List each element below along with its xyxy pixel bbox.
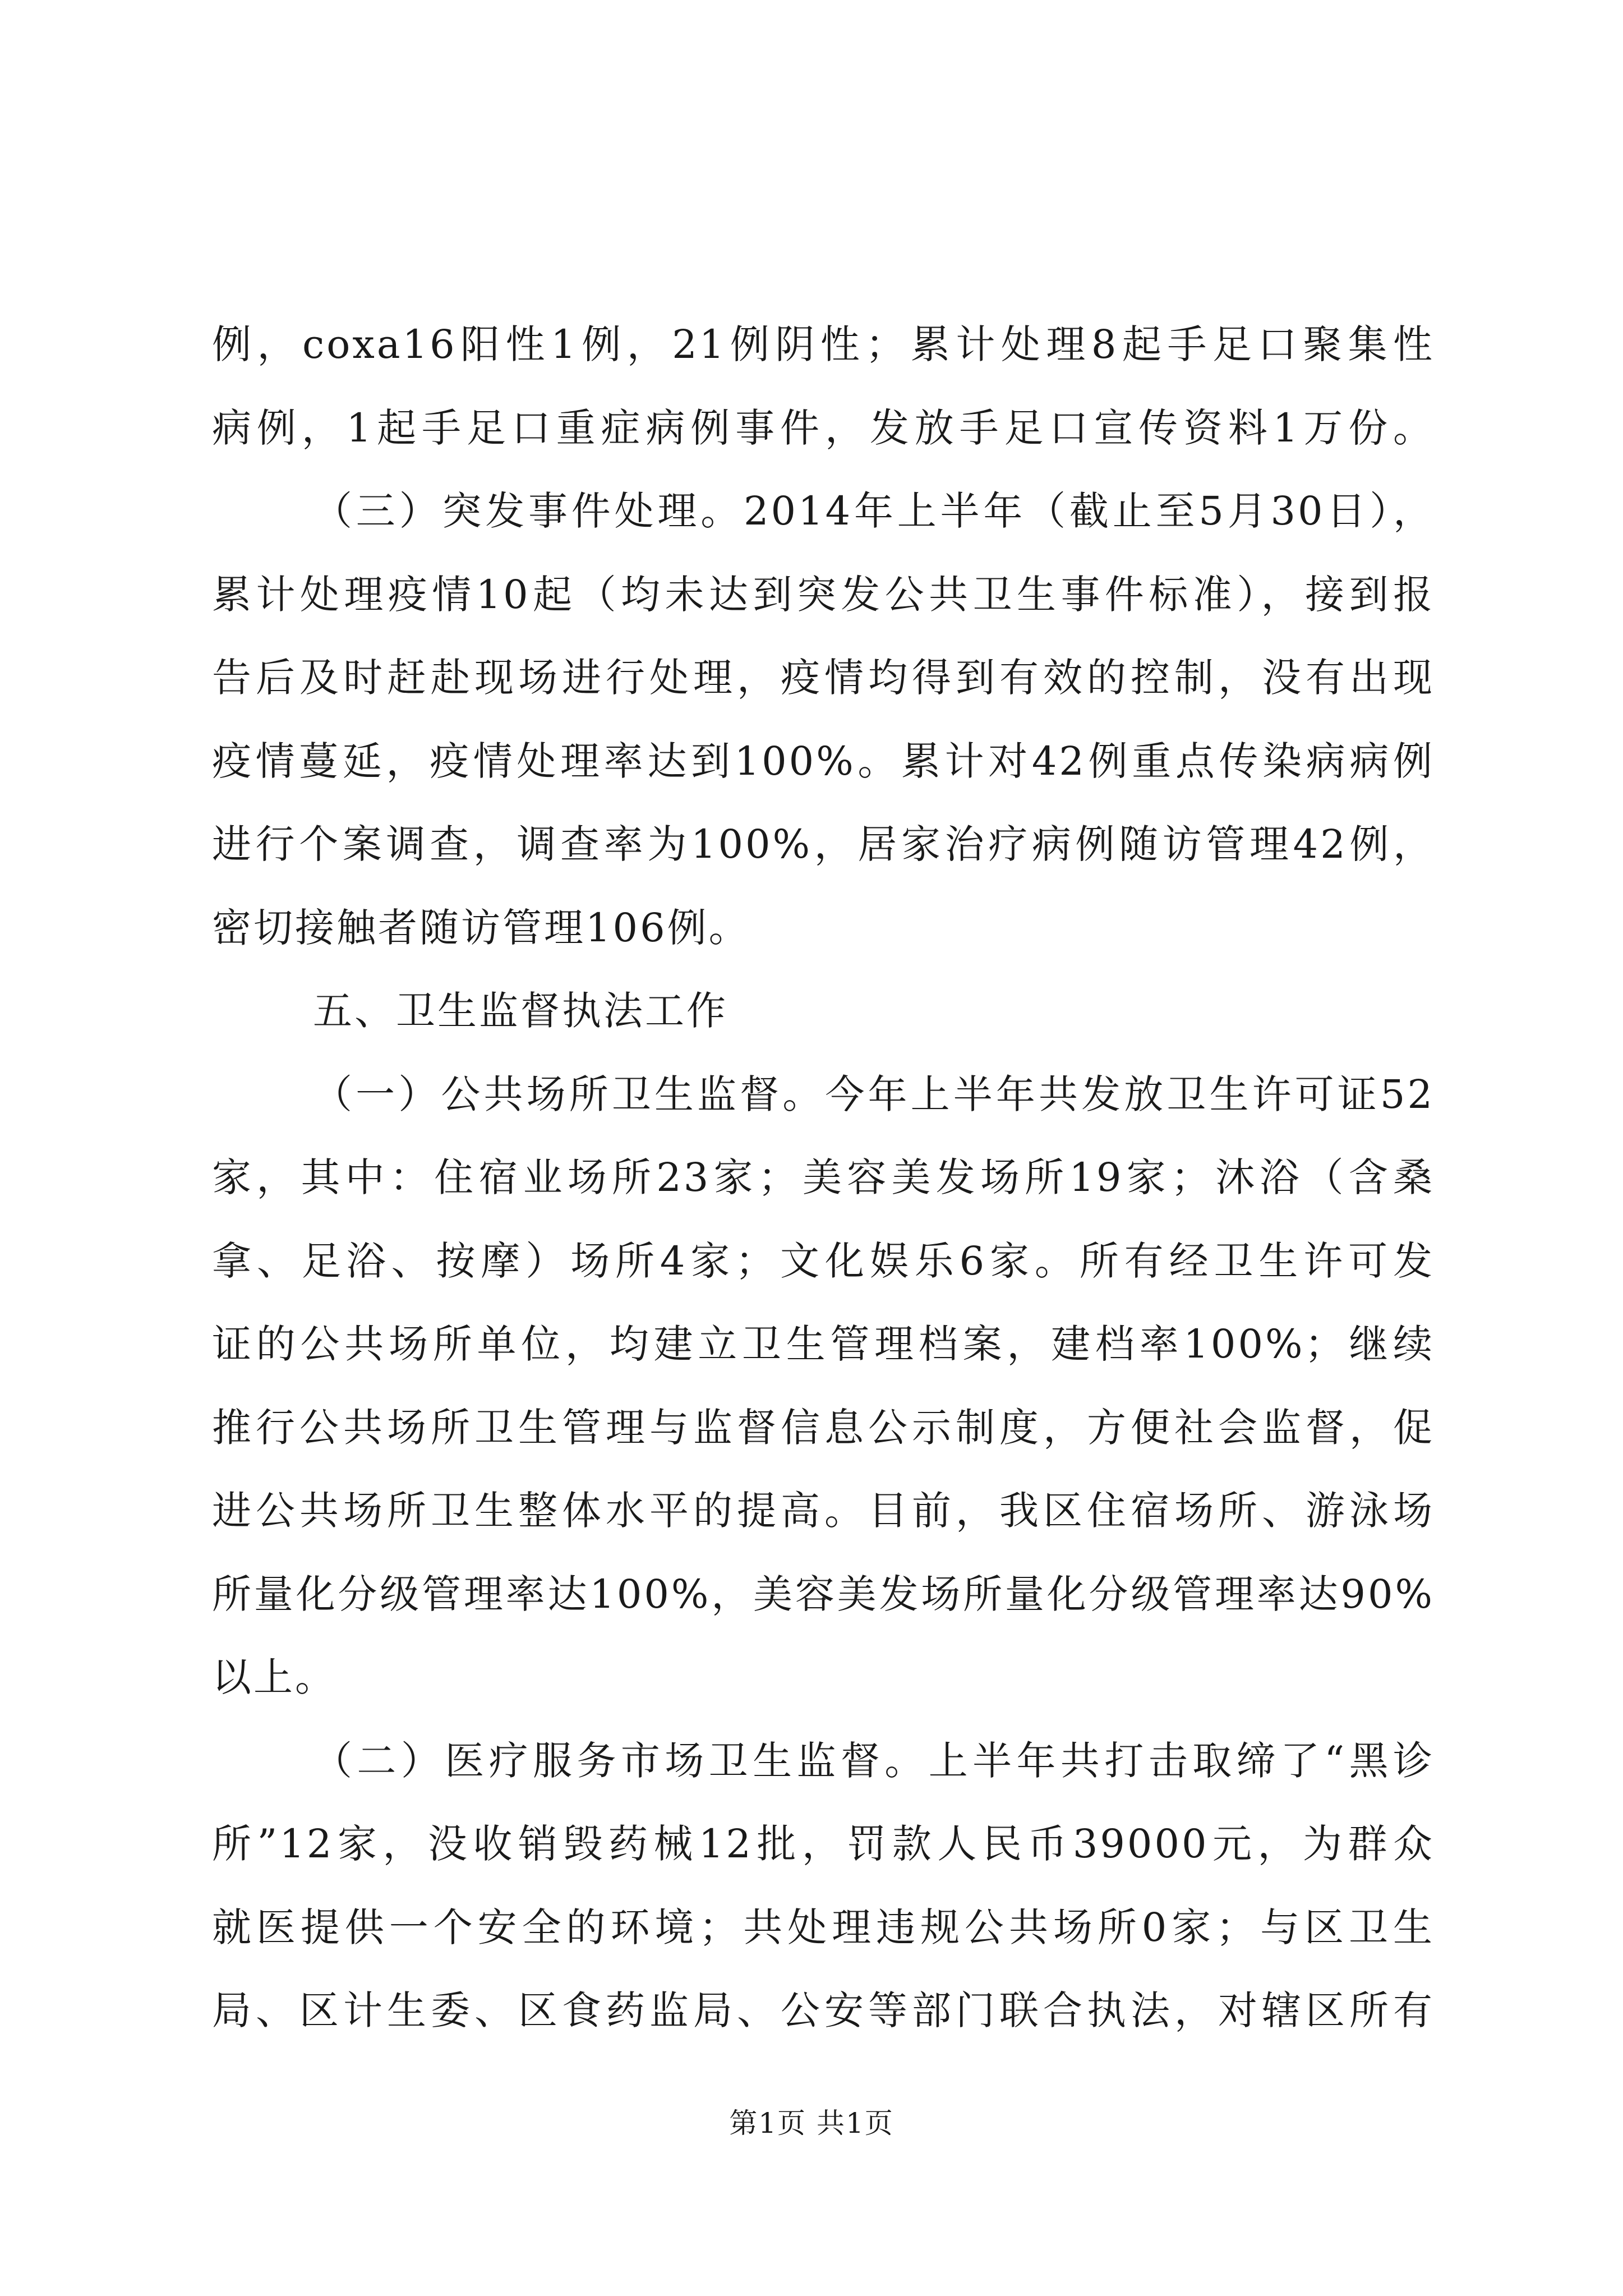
text-line: 进公共场所卫生整体水平的提高。目前，我区住宿场所、游泳场 xyxy=(212,1488,1435,1534)
text-line: 例，coxa16阳性1例，21例阴性；累计处理8起手足口聚集性 xyxy=(212,321,1435,367)
text-line: 五、卫生监督执法工作 xyxy=(313,988,728,1034)
document-body xyxy=(212,303,1435,2053)
text-line: 疫情蔓延，疫情处理率达到100%。累计对42例重点传染病病例 xyxy=(212,738,1435,784)
text-line: 病例，1起手足口重症病例事件，发放手足口宣传资料1万份。 xyxy=(212,404,1435,451)
text-line: 就医提供一个安全的环境；共处理违规公共场所0家；与区卫生 xyxy=(212,1904,1435,1950)
text-line: 拿、足浴、按摩）场所4家；文化娱乐6家。所有经卫生许可发 xyxy=(212,1237,1435,1284)
text-line: （一）公共场所卫生监督。今年上半年共发放卫生许可证52 xyxy=(313,1071,1435,1117)
text-line: 以上。 xyxy=(212,1654,336,1700)
text-line: 局、区计生委、区食药监局、公安等部门联合执法，对辖区所有 xyxy=(212,1987,1435,2033)
text-line: （二）医疗服务市场卫生监督。上半年共打击取缔了“黑诊 xyxy=(313,1737,1435,1784)
text-line: 累计处理疫情10起（均未达到突发公共卫生事件标准），接到报 xyxy=(212,571,1435,618)
text-line: 密切接触者随访管理106例。 xyxy=(212,904,750,951)
text-line: 家，其中：住宿业场所23家；美容美发场所19家；沐浴（含桑 xyxy=(212,1154,1435,1200)
text-line: （三）突发事件处理。2014年上半年（截止至5月30日）， xyxy=(313,488,1435,534)
text-line: 推行公共场所卫生管理与监督信息公示制度，方便社会监督，促 xyxy=(212,1404,1435,1451)
page-footer: 第1页 共1页 xyxy=(729,2107,894,2139)
text-line: 所量化分级管理率达100%，美容美发场所量化分级管理率达90% xyxy=(212,1571,1435,1617)
text-line: 证的公共场所单位，均建立卫生管理档案，建档率100%；继续 xyxy=(212,1321,1435,1367)
text-line: 告后及时赶赴现场进行处理，疫情均得到有效的控制，没有出现 xyxy=(212,655,1435,701)
text-line: 所”12家，没收销毁药械12批，罚款人民币39000元，为群众 xyxy=(212,1821,1435,1867)
text-line: 进行个案调查，调查率为100%，居家治疗病例随访管理42例， xyxy=(212,821,1435,867)
